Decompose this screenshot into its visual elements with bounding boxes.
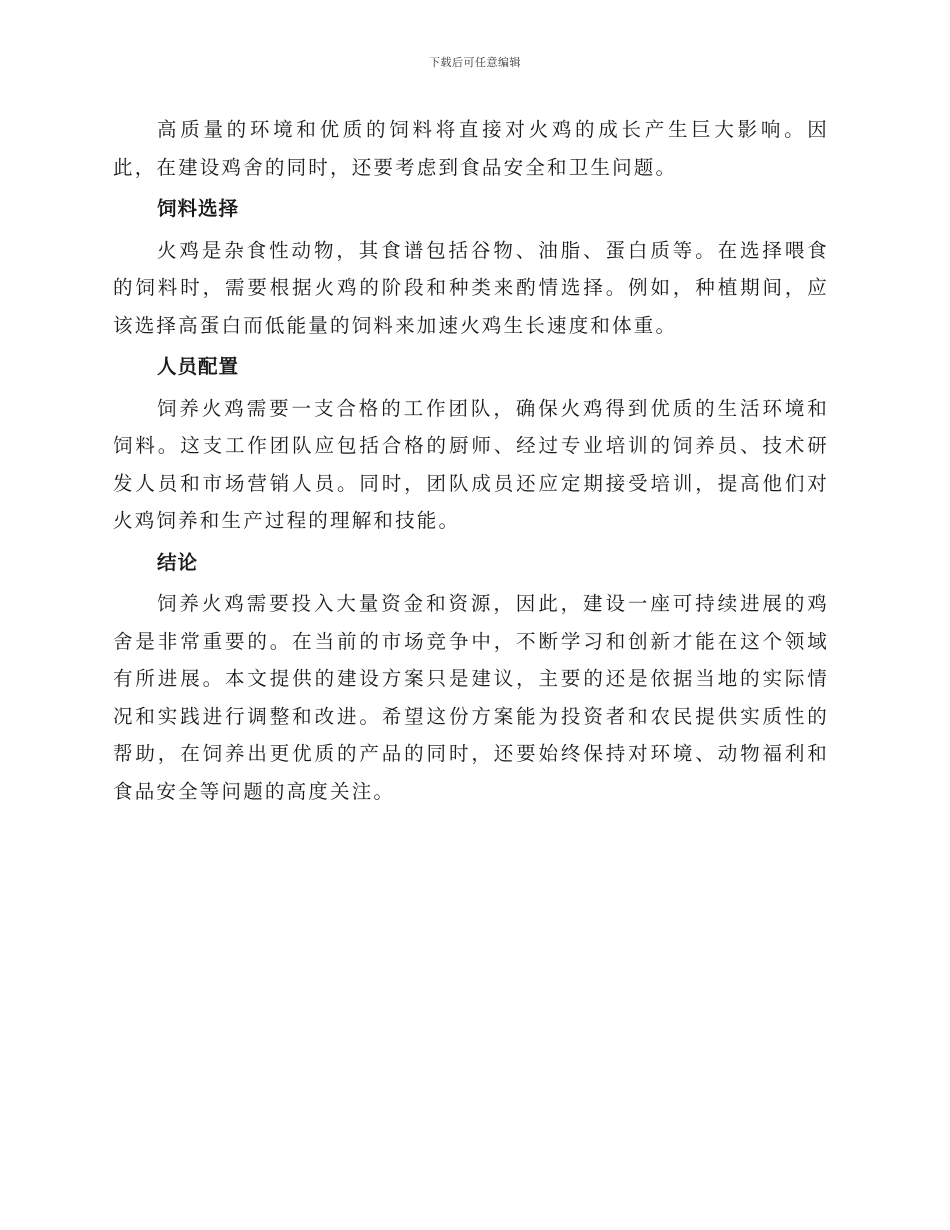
feed-heading: 饲料选择 <box>157 197 240 220</box>
intro-paragraph: 高质量的环境和优质的饲料将直接对火鸡的成长产生巨大影响。因此，在建设鸡舍的同时，还要考虑到食品安全和卫生问题。 <box>113 118 829 179</box>
page-header: 下载后可任意编辑 <box>429 56 521 69</box>
conclusion-heading: 结论 <box>157 550 199 574</box>
document-body <box>113 111 829 810</box>
staff-heading: 人员配置 <box>157 355 240 378</box>
feed-paragraph: 火鸡是杂食性动物，其食谱包括谷物、油脂、蛋白质等。在选择喂食的饲料时，需要根据火鸡的阶段和种类来酌情选择。例如，种植期间，应该选择高蛋白而低能量的饲料来加速火鸡生长速度和体重。 <box>113 238 829 337</box>
conclusion-paragraph: 饲养火鸡需要投入大量资金和资源，因此，建设一座可持续进展的鸡舍是非常重要的。在当前的市场竞争中，不断学习和创新才能在这个领域有所进展。本文提供的建设方案只是建议，主要的还是依据当地的实际情况和实践进行调整和改进。希望这份方案能为投资者和农民提供实质性的帮助，在饲养出更优质的产品的同时，还要始终保持对环境、动物福利和食品安全等问题的高度关注。 <box>113 592 829 803</box>
staff-paragraph: 饲养火鸡需要一支合格的工作团队，确保火鸡得到优质的生活环境和饲料。这支工作团队应包括合格的厨师、经过专业培训的饲养员、技术研发人员和市场营销人员。同时，团队成员还应定期接受培训，提高他们对火鸡饲养和生产过程的理解和技能。 <box>113 396 829 532</box>
